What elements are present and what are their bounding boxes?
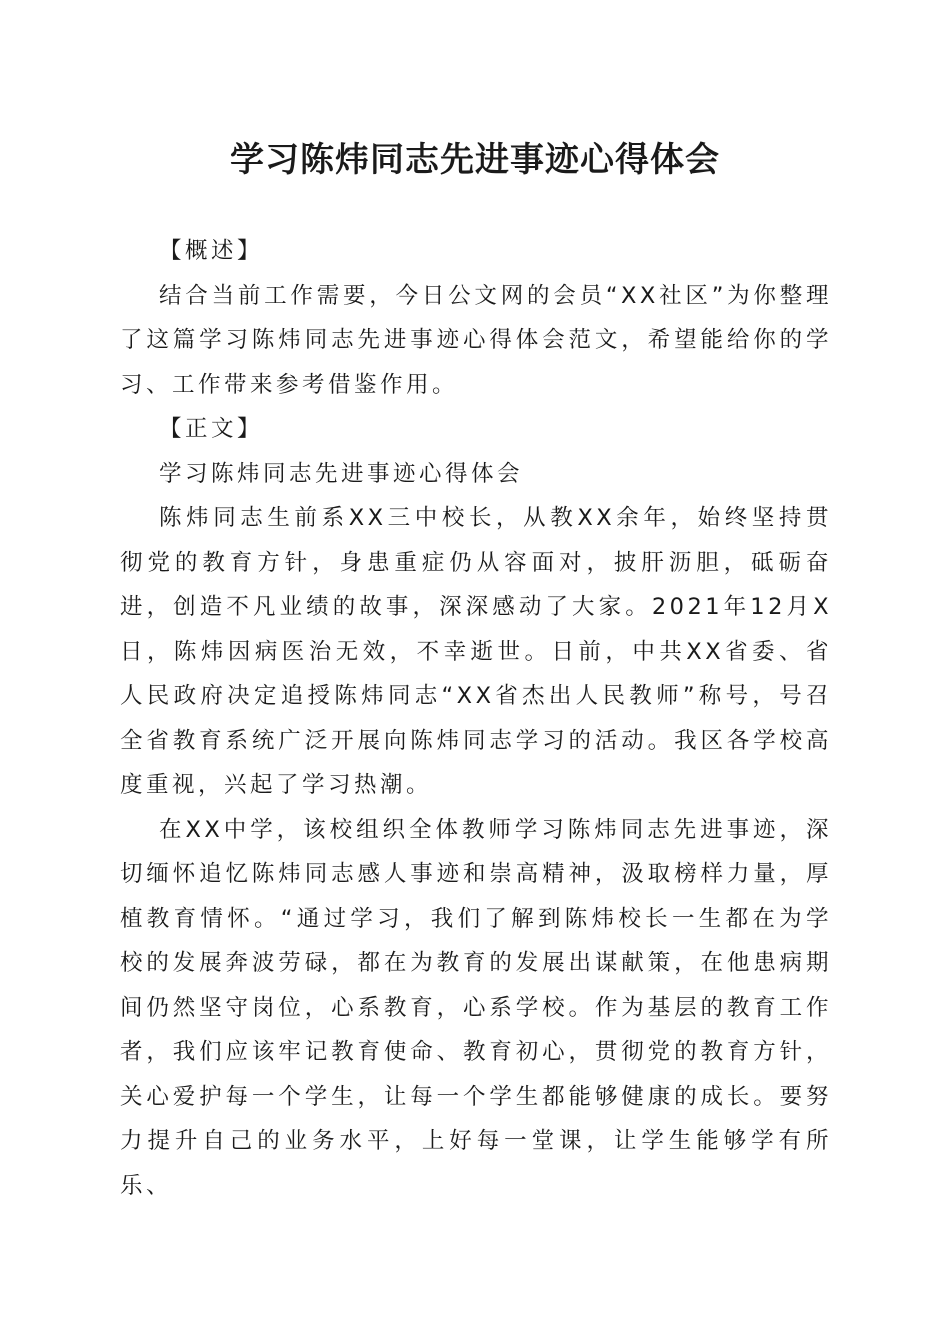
article-subtitle: 学习陈炜同志先进事迹心得体会: [159, 460, 524, 487]
body-paragraph: 陈炜同志生前系XX三中校长，从教XX余年，始终坚持贯彻党的教育方针，身患重症仍从容面对，披肝沥胆，砥砺奋进，创造不凡业绩的故事，深深感动了大家。2021年12月X日，陈炜因病医治无效，不幸逝世。日前，中共XX省委、省人民政府决定追授陈炜同志“XX省杰出人民教师”称号，号召全省教育系统广泛开展向陈炜同志学习的活动。我区各学校高度重视，兴起了学习热潮。: [120, 505, 832, 798]
section-heading-main-text: 【正文】: [159, 416, 264, 442]
document-body: [120, 229, 832, 1208]
document-title: 学习陈炜同志先进事迹心得体会: [230, 140, 720, 180]
section-heading-overview: 【概述】: [159, 238, 264, 264]
overview-paragraph: 结合当前工作需要，今日公文网的会员“XX社区”为你整理了这篇学习陈炜同志先进事迹心得体会范文，希望能给你的学习、工作带来参考借鉴作用。: [120, 282, 832, 398]
body-paragraph: 在XX中学，该校组织全体教师学习陈炜同志先进事迹，深切缅怀追忆陈炜同志感人事迹和崇高精神，汲取榜样力量，厚植教育情怀。“通过学习，我们了解到陈炜校长一生都在为学校的发展奔波劳碌，都在为教育的发展出谋献策，在他患病期间仍然坚守岗位，心系教育，心系学校。作为基层的教育工作者，我们应该牢记教育使命、教育初心，贯彻党的教育方针，关心爱护每一个学生，让每一个学生都能够健康的成长。要努力提升自己的业务水平，上好每一堂课，让学生能够学有所乐、: [120, 816, 832, 1199]
